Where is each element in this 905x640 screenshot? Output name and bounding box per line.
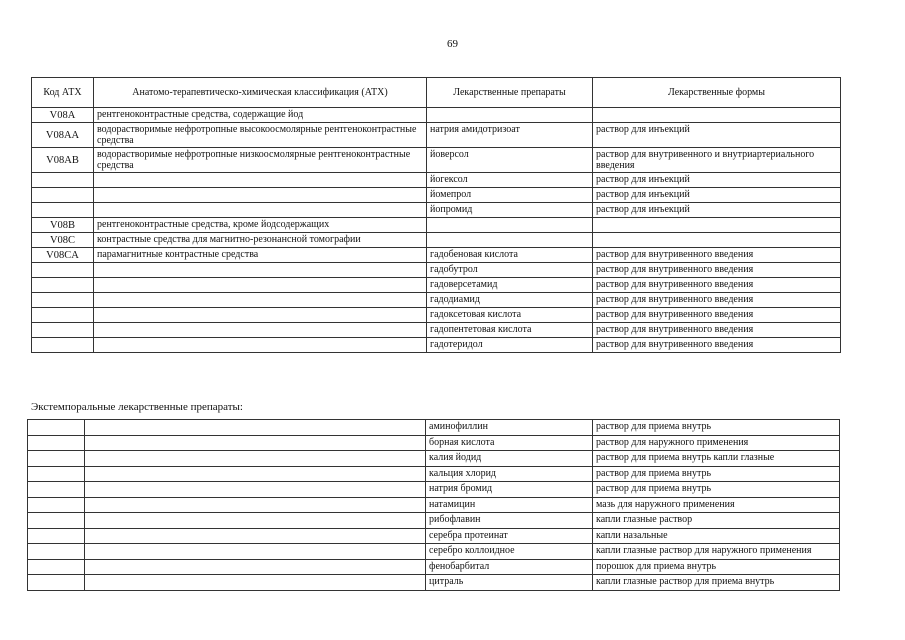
atc-code-cell (28, 435, 85, 451)
classification-cell (94, 203, 427, 218)
atc-code-cell (28, 420, 85, 436)
table-row (32, 293, 841, 308)
dosage-form-cell: порошок для приема внутрь (593, 559, 840, 575)
drug-name-cell (427, 108, 593, 123)
dosage-form-cell: раствор для приема внутрь (593, 466, 840, 482)
table-row (28, 575, 840, 591)
dosage-form-cell: капли глазные раствор (593, 513, 840, 529)
atc-code-cell: V08A (32, 108, 94, 123)
atc-code-cell (28, 497, 85, 513)
drug-name-cell: рибофлавин (426, 513, 593, 529)
table-row (32, 278, 841, 293)
classification-cell (85, 466, 426, 482)
classification-cell (85, 575, 426, 591)
dosage-form-cell: раствор для приема внутрь капли глазные (593, 451, 840, 467)
atc-code-cell (32, 293, 94, 308)
atc-code-cell (32, 338, 94, 353)
header-dosage-forms: Лекарственные формы (593, 78, 841, 108)
classification-cell: водорастворимые нефротропные высокоосмолярные рентгеноконтрастные средства (94, 123, 427, 148)
dosage-form-cell: капли назальные (593, 528, 840, 544)
table-row (32, 218, 841, 233)
classification-cell (94, 293, 427, 308)
atc-code-cell (32, 263, 94, 278)
drug-name-cell: гадотеридол (427, 338, 593, 353)
atc-code-cell: V08AB (32, 148, 94, 173)
dosage-form-cell: капли глазные раствор для наружного применения (593, 544, 840, 560)
dosage-form-cell: раствор для приема внутрь (593, 420, 840, 436)
classification-cell (94, 338, 427, 353)
extemporaneous-section-label: Экстемпоральные лекарственные препараты: (31, 401, 243, 413)
header-atc-classification: Анатомо-терапевтическо-химическая классификация (АТХ) (94, 78, 427, 108)
drug-name-cell: йогексол (427, 173, 593, 188)
drug-name-cell: натрия амидотризоат (427, 123, 593, 148)
atc-code-cell (28, 513, 85, 529)
dosage-form-cell: раствор для инъекций (593, 203, 841, 218)
atc-code-cell (32, 308, 94, 323)
drug-name-cell: кальция хлорид (426, 466, 593, 482)
table-row (28, 544, 840, 560)
classification-cell (85, 544, 426, 560)
drug-name-cell: гадоксетовая кислота (427, 308, 593, 323)
atc-code-cell (28, 544, 85, 560)
dosage-form-cell: раствор для внутривенного введения (593, 308, 841, 323)
dosage-form-cell (593, 218, 841, 233)
dosage-form-cell: раствор для внутривенного введения (593, 263, 841, 278)
classification-cell (94, 323, 427, 338)
dosage-form-cell: раствор для приема внутрь (593, 482, 840, 498)
atc-code-cell (32, 188, 94, 203)
dosage-form-cell: раствор для инъекций (593, 123, 841, 148)
dosage-form-cell: раствор для внутривенного введения (593, 338, 841, 353)
dosage-form-cell: раствор для внутривенного введения (593, 278, 841, 293)
table-header-row (32, 78, 841, 108)
table-row (32, 248, 841, 263)
drug-name-cell: борная кислота (426, 435, 593, 451)
drug-name-cell: гадобутрол (427, 263, 593, 278)
table-row (28, 482, 840, 498)
drug-name-cell: гадодиамид (427, 293, 593, 308)
dosage-form-cell: раствор для внутривенного введения (593, 293, 841, 308)
drug-name-cell: калия йодид (426, 451, 593, 467)
atc-code-cell (28, 482, 85, 498)
classification-cell (85, 451, 426, 467)
header-drugs: Лекарственные препараты (427, 78, 593, 108)
table-row (28, 435, 840, 451)
drug-name-cell: йомепрол (427, 188, 593, 203)
table-row (32, 108, 841, 123)
dosage-form-cell (593, 108, 841, 123)
atc-code-cell (28, 451, 85, 467)
dosage-form-cell (593, 233, 841, 248)
extemporaneous-drugs-table (27, 419, 840, 591)
classification-cell: рентгеноконтрастные средства, содержащие йод (94, 108, 427, 123)
table-row (32, 123, 841, 148)
drug-name-cell: серебра протеинат (426, 528, 593, 544)
atc-code-cell (32, 278, 94, 293)
dosage-form-cell: капли глазные раствор для приема внутрь (593, 575, 840, 591)
classification-cell (94, 173, 427, 188)
drug-name-cell: серебро коллоидное (426, 544, 593, 560)
drug-name-cell: цитраль (426, 575, 593, 591)
drug-name-cell: йоверсол (427, 148, 593, 173)
classification-cell (85, 497, 426, 513)
table-row (32, 203, 841, 218)
dosage-form-cell: раствор для внутривенного введения (593, 248, 841, 263)
dosage-form-cell: раствор для внутривенного и внутриартериального введения (593, 148, 841, 173)
atc-classification-table (31, 77, 841, 353)
classification-cell (94, 278, 427, 293)
classification-cell (85, 420, 426, 436)
atc-code-cell (32, 173, 94, 188)
table-row (32, 173, 841, 188)
classification-cell (94, 308, 427, 323)
table-row (28, 466, 840, 482)
dosage-form-cell: мазь для наружного применения (593, 497, 840, 513)
table-row (28, 513, 840, 529)
atc-code-cell (28, 559, 85, 575)
drug-name-cell: гадобеновая кислота (427, 248, 593, 263)
atc-code-cell (32, 323, 94, 338)
drug-name-cell: фенобарбитал (426, 559, 593, 575)
atc-code-cell: V08AA (32, 123, 94, 148)
classification-cell (94, 263, 427, 278)
classification-cell: контрастные средства для магнитно-резонансной томографии (94, 233, 427, 248)
drug-name-cell: натамицин (426, 497, 593, 513)
dosage-form-cell: раствор для инъекций (593, 188, 841, 203)
atc-code-cell (32, 203, 94, 218)
table-row (28, 559, 840, 575)
drug-name-cell: аминофиллин (426, 420, 593, 436)
classification-cell (85, 513, 426, 529)
table-row (28, 497, 840, 513)
classification-cell (85, 559, 426, 575)
header-atc-code: Код АТХ (32, 78, 94, 108)
drug-name-cell: гадопентетовая кислота (427, 323, 593, 338)
table-row (32, 323, 841, 338)
classification-cell (85, 435, 426, 451)
drug-name-cell: йопромид (427, 203, 593, 218)
drug-name-cell: натрия бромид (426, 482, 593, 498)
atc-code-cell (28, 575, 85, 591)
drug-name-cell (427, 233, 593, 248)
atc-code-cell: V08C (32, 233, 94, 248)
table-row (28, 528, 840, 544)
atc-code-cell: V08B (32, 218, 94, 233)
classification-cell (85, 482, 426, 498)
drug-name-cell: гадоверсетамид (427, 278, 593, 293)
classification-cell: парамагнитные контрастные средства (94, 248, 427, 263)
atc-code-cell (28, 528, 85, 544)
classification-cell: рентгеноконтрастные средства, кроме йодсодержащих (94, 218, 427, 233)
page-number: 69 (447, 38, 458, 50)
dosage-form-cell: раствор для инъекций (593, 173, 841, 188)
dosage-form-cell: раствор для наружного применения (593, 435, 840, 451)
table-row (28, 451, 840, 467)
classification-cell (85, 528, 426, 544)
atc-code-cell: V08CA (32, 248, 94, 263)
table-row (32, 263, 841, 278)
classification-cell (94, 188, 427, 203)
atc-code-cell (28, 466, 85, 482)
table-row (32, 148, 841, 173)
table-row (32, 338, 841, 353)
table-row (32, 188, 841, 203)
table-row (32, 233, 841, 248)
table-row (28, 420, 840, 436)
classification-cell: водорастворимые нефротропные низкоосмолярные рентгеноконтрастные средства (94, 148, 427, 173)
table-row (32, 308, 841, 323)
dosage-form-cell: раствор для внутривенного введения (593, 323, 841, 338)
drug-name-cell (427, 218, 593, 233)
